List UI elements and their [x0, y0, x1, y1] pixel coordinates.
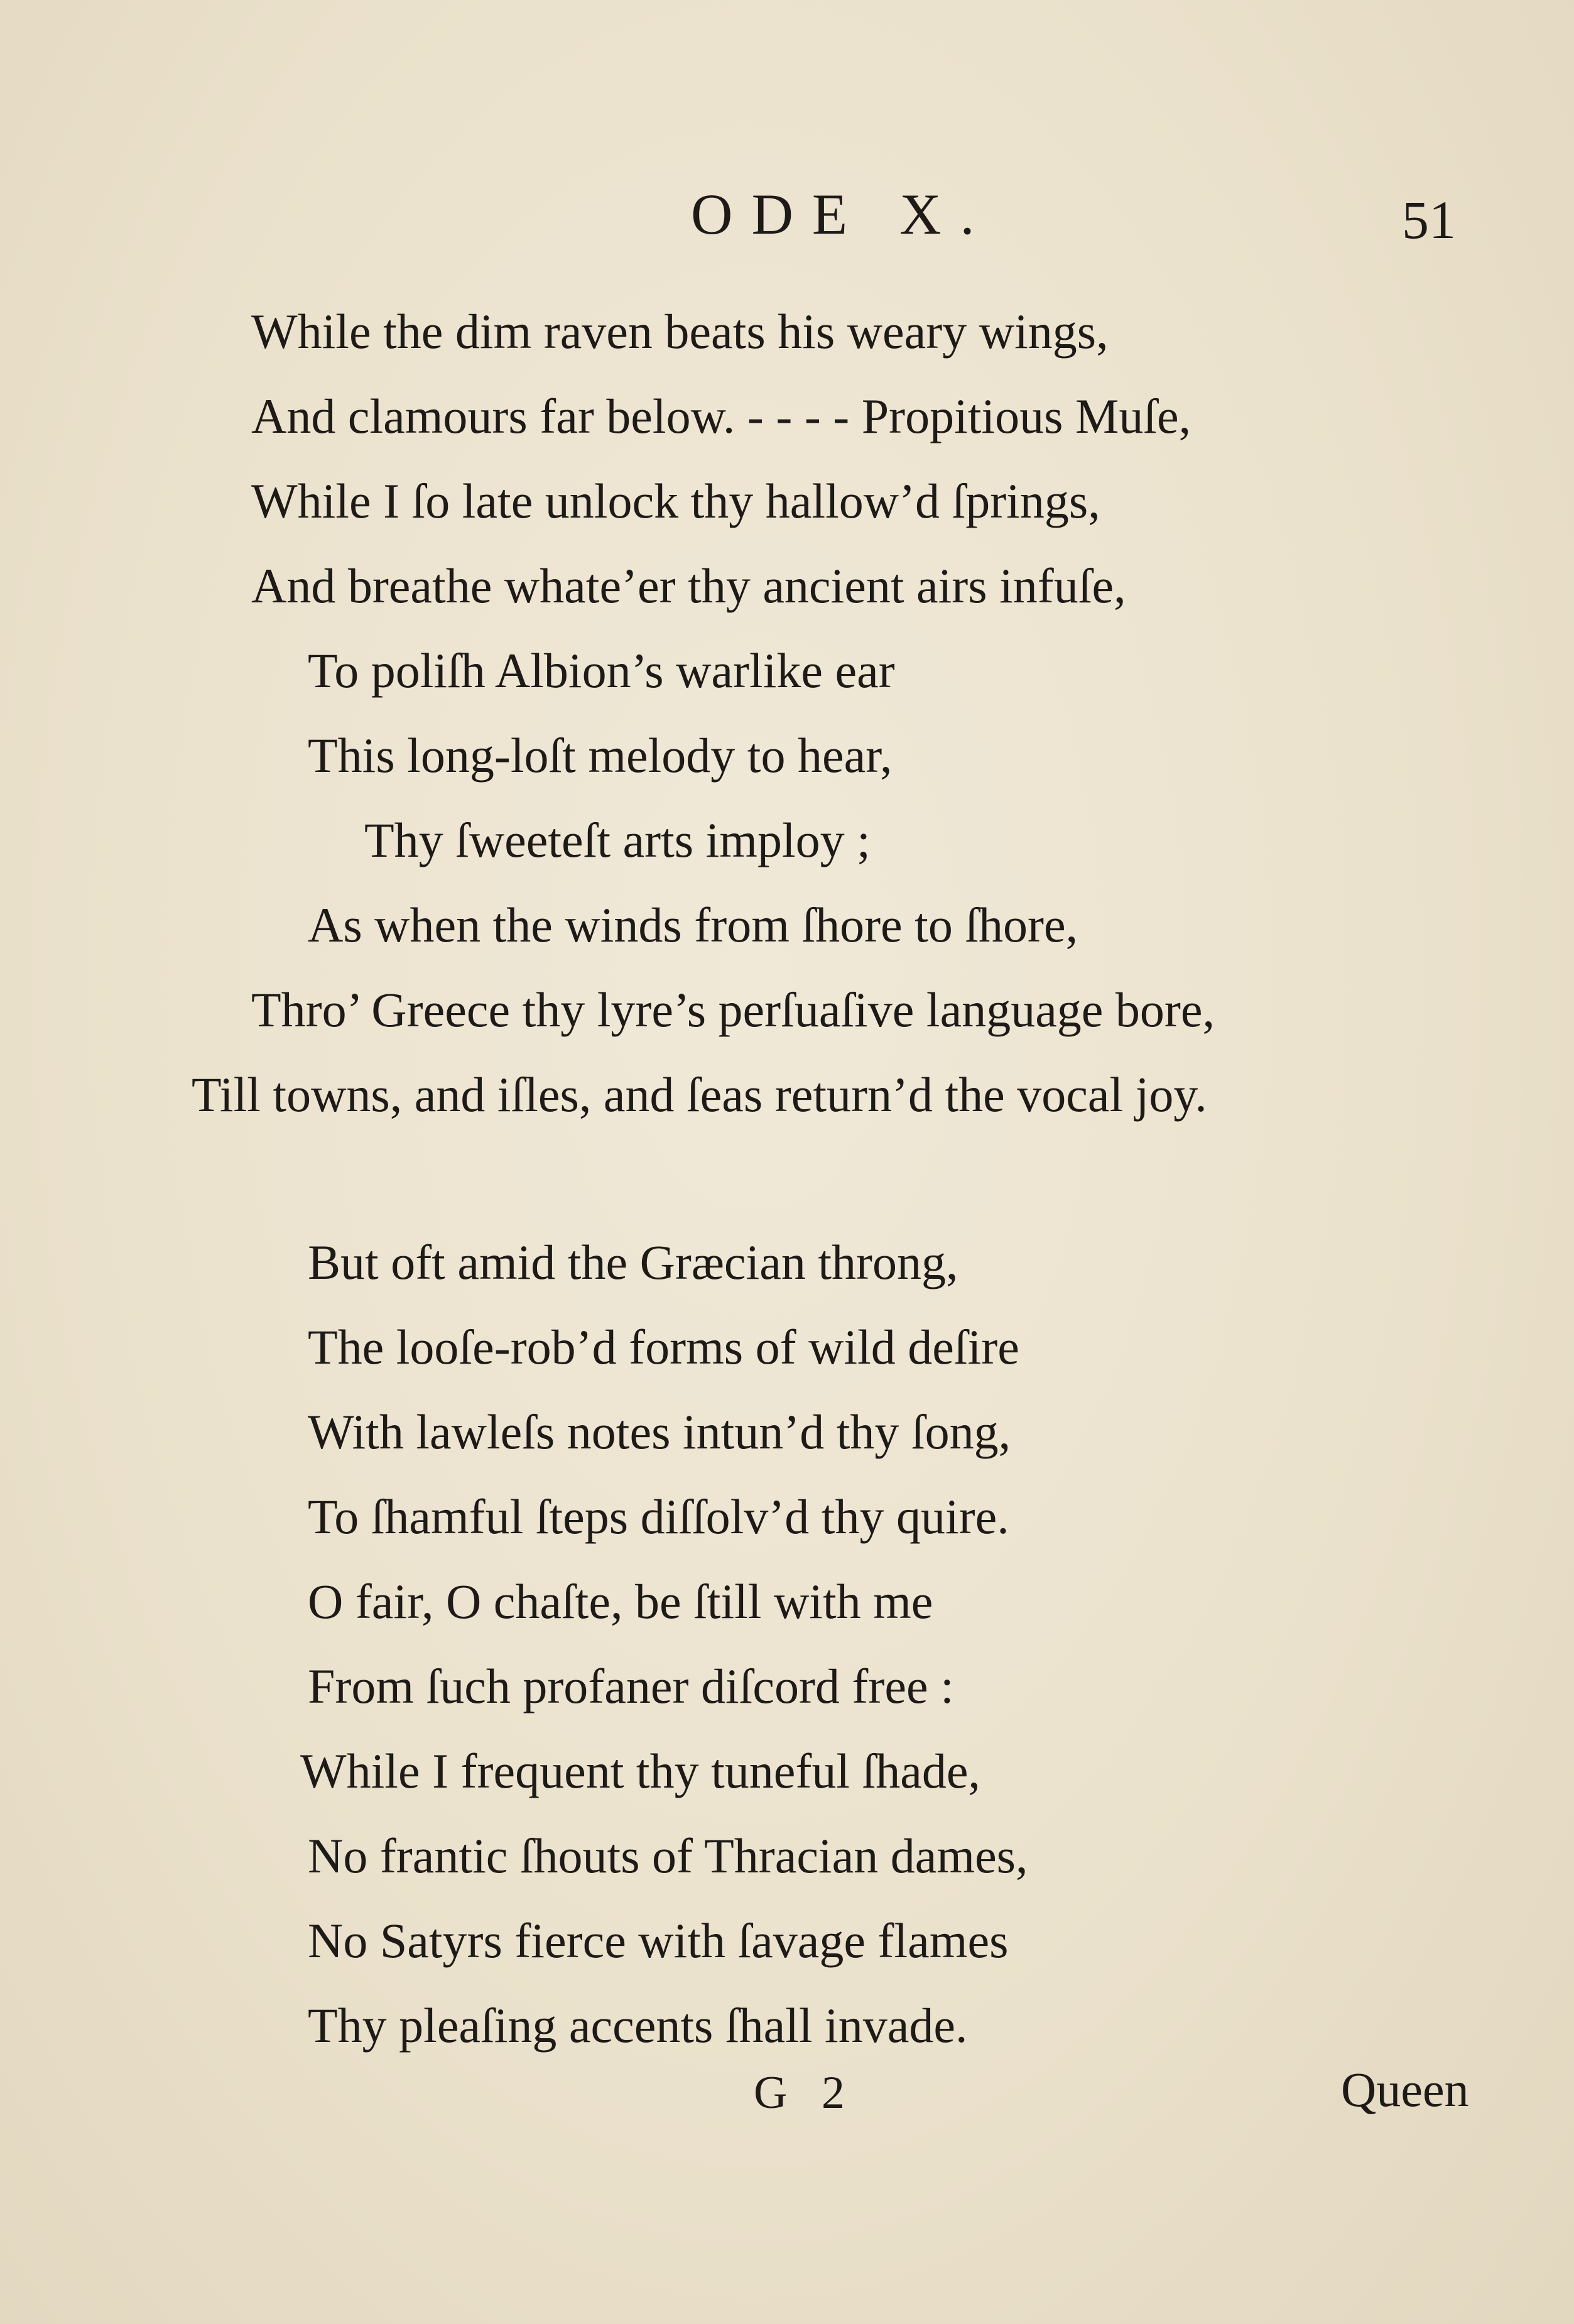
signature-mark: G 2 — [754, 2067, 856, 2119]
verse-line: As when the winds from ſhore to ſhore, — [308, 898, 1078, 952]
verse-line: But oft amid the Græcian throng, — [308, 1235, 958, 1290]
verse-line: With lawleſs notes intun’d thy ſong, — [308, 1404, 1011, 1459]
verse-line: Thy ſweeteſt arts imploy ; — [364, 813, 871, 867]
verse-line: While I frequent thy tuneful ſhade, — [300, 1744, 980, 1798]
show-through-texture — [1193, 327, 1206, 383]
verse-line: While I ſo late unlock thy hallow’d ſprings, — [251, 474, 1100, 528]
verse-line: No Satyrs fierce with ſavage flames — [308, 1913, 1009, 1968]
verse-line: And clamours far below. - - - - Propitious Muſe, — [251, 389, 1191, 443]
verse-line: To ſhamful ſteps diſſolv’d thy quire. — [308, 1489, 1009, 1544]
verse-line: To poliſh Albion’s warlike ear — [308, 643, 895, 698]
page-number: 51 — [1402, 190, 1456, 250]
verse-line: The looſe-rob’d forms of wild deſire — [308, 1320, 1019, 1374]
verse-line: And breathe whate’er thy ancient airs infuſe, — [251, 558, 1126, 613]
verse-line: While the dim raven beats his weary wings, — [251, 304, 1109, 359]
verse-line: No frantic ſhouts of Thracian dames, — [308, 1828, 1028, 1883]
verse-line: O fair, O chaſte, be ſtill with me — [308, 1574, 933, 1629]
verse-line: Till towns, and iſles, and ſeas return’d the vocal joy. — [192, 1067, 1207, 1122]
verse-line: Thro’ Greece thy lyre’s perſuaſive language bore, — [251, 982, 1215, 1037]
catchword: Queen — [1341, 2062, 1469, 2117]
verse-line: From ſuch profaner diſcord free : — [308, 1659, 954, 1713]
page-title: ODE X. — [691, 182, 994, 246]
verse-line: Thy pleaſing accents ſhall invade. — [308, 1998, 968, 2053]
verse-line: This long-loſt melody to hear, — [308, 728, 893, 783]
